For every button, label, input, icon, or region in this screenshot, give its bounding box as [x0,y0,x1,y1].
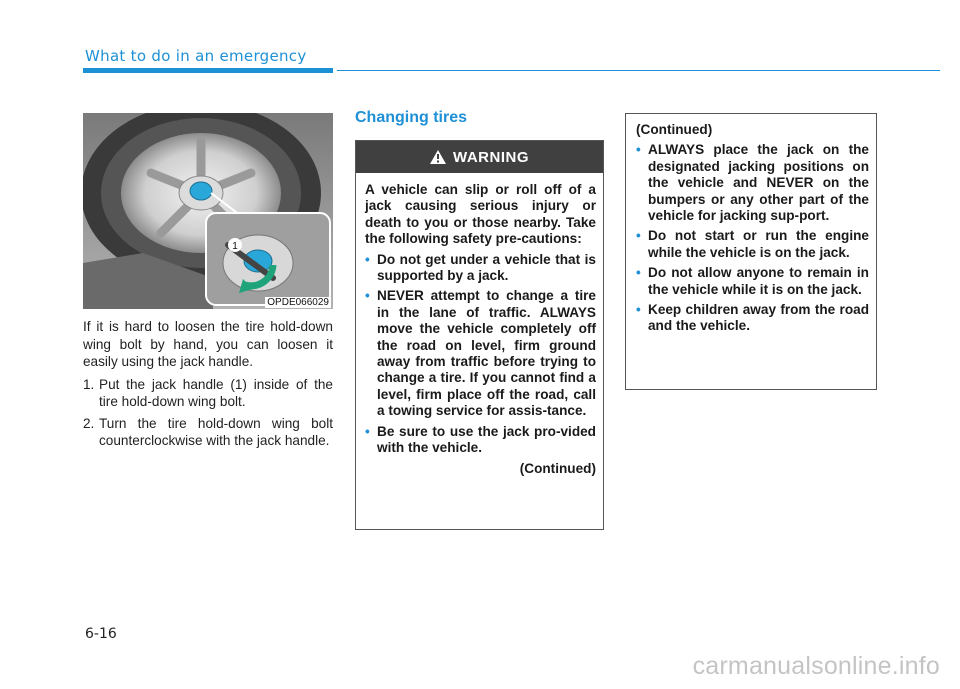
list-item [636,142,869,224]
list-item [636,228,869,261]
warning-heading: WARNING [453,148,529,166]
bullet-icon: • [636,228,641,244]
list-item [365,424,596,457]
warning-triangle-icon [430,150,446,164]
steps-list [83,376,333,450]
bullet-text: NEVER attempt to change a tire in the lane of traffic. ALWAYS move the vehicle completely off the road on level, firm ground away from traffic before trying to change a tire. If you cannot find a level, firm place off the road, call a towing service for assis-tance. [377,288,596,419]
warning-box [355,140,604,530]
step-text: Turn the tire hold-down wing bolt counterclockwise with the jack handle. [99,415,333,448]
header-title: What to do in an emergency [85,47,307,65]
bullet-text: ALWAYS place the jack on the designated jacking positions on the vehicle and NEVER on the bumpers or any other part of the vehicle for jacking sup-port. [648,142,869,224]
list-item [636,302,869,335]
bullet-icon: • [365,423,370,439]
spare-tire-photo [83,113,333,309]
bullet-icon: • [365,288,370,304]
list-item [636,265,869,298]
watermark: carmanualsonline.info [692,652,940,680]
bullet-icon: • [365,251,370,267]
continued-bullets [636,142,869,334]
bullet-text: Do not start or run the engine while the vehicle is on the jack. [648,228,869,260]
step-text: Put the jack handle (1) inside of the tire hold-down wing bolt. [99,376,333,409]
warning-body [356,173,603,477]
warning-intro: A vehicle can slip or roll off of a jack causing serious injury or death to you or those nearby. Take the following safety pre-cautions: [365,182,596,247]
bullet-text: Keep children away from the road and the vehicle. [648,302,869,334]
step-number: 2. [83,415,95,431]
bullet-text: Be sure to use the jack pro-vided with the vehicle. [377,423,596,456]
header-rule-thin [337,70,940,71]
warning-bullets [365,252,596,457]
bullet-icon: • [636,142,641,158]
warning-header [356,141,603,173]
page-number: 6-16 [85,626,117,642]
continued-label: (Continued) [519,460,596,476]
step-number: 1. [83,376,95,392]
bullet-text: Do not get under a vehicle that is supported by a jack. [377,251,596,284]
list-item [365,288,596,419]
continued-warning-box [625,113,877,390]
step-item [83,415,333,450]
left-body-text [83,318,333,454]
list-item [365,252,596,285]
bullet-icon: • [636,302,641,318]
callout-number: 1 [232,241,238,252]
bullet-text: Do not allow anyone to remain in the vehicle while it is on the jack. [648,265,869,297]
header-rule-thick [83,68,333,73]
continued-label: (Continued) [636,122,713,137]
step-item [83,376,333,411]
bullet-icon: • [636,265,641,281]
spare-tire-illustration [83,113,333,309]
section-title: Changing tires [355,109,468,126]
figure-caption: OPDE066029 [267,297,329,308]
intro-paragraph: If it is hard to loosen the tire hold-down wing bolt by hand, you can loosen it easily using the jack handle. [83,319,333,369]
